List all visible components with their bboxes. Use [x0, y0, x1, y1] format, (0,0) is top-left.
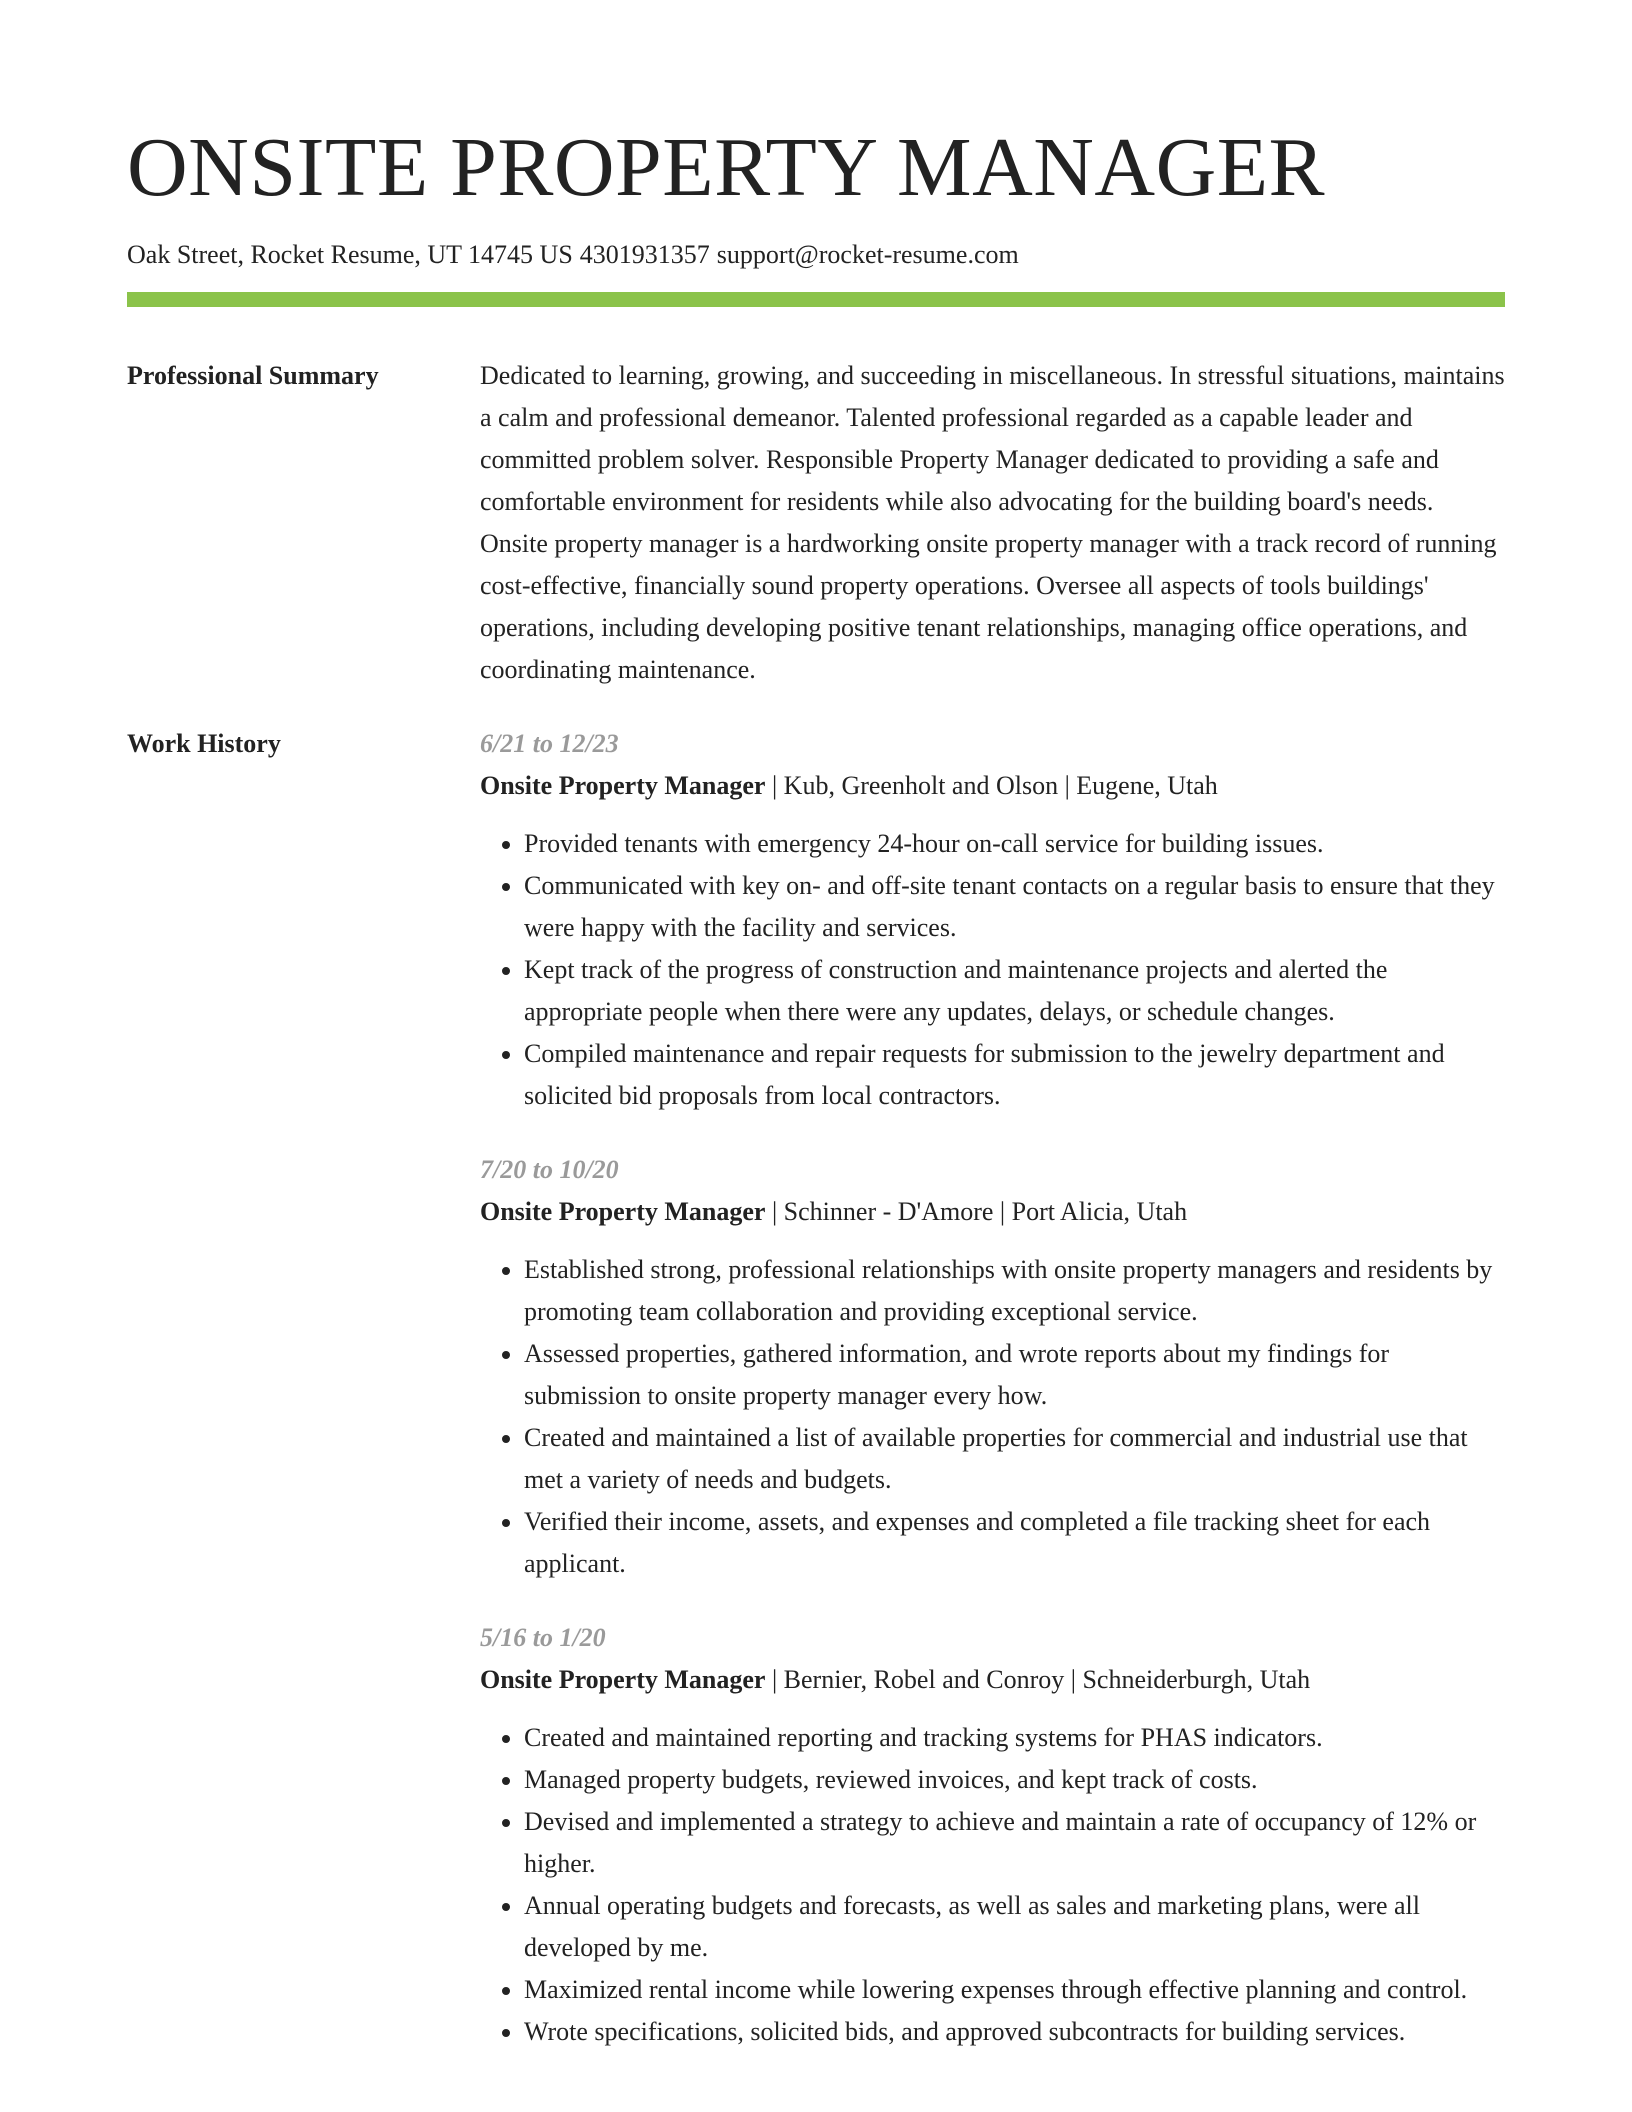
job-bullets [480, 823, 1505, 1117]
job-entry [480, 1149, 1505, 1585]
job-title: Onsite Property Manager [480, 1665, 766, 1694]
job-bullet: • Managed property budgets, reviewed invoices, and kept track of costs. [524, 1759, 1505, 1801]
work-history-body [480, 723, 1505, 2085]
job-dates: 5/16 to 1/20 [480, 1623, 606, 1652]
job-bullet: • Created and maintained reporting and tracking systems for PHAS indicators. [524, 1717, 1505, 1759]
work-history-section [127, 723, 1505, 2085]
contact-address: Oak Street, Rocket Resume, UT 14745 US [127, 240, 573, 269]
job-details: | Bernier, Robel and Conroy | Schneiderburgh, Utah [765, 1665, 1311, 1694]
job-details: | Kub, Greenholt and Olson | Eugene, Utah [765, 771, 1218, 800]
summary-body [480, 355, 1505, 691]
job-heading [480, 1659, 1505, 1701]
job-title: Onsite Property Manager [480, 771, 766, 800]
job-bullet: • Created and maintained a list of available properties for commercial and industrial use that met a variety of needs and budgets. [524, 1417, 1505, 1501]
job-bullet: • Established strong, professional relationships with onsite property managers and residents by promoting team collaboration and providing exceptional service. [524, 1249, 1505, 1333]
job-bullets [480, 1717, 1505, 2053]
job-heading [480, 765, 1505, 807]
resume-name: ONSITE PROPERTY MANAGER [127, 121, 1326, 214]
job-bullet: • Provided tenants with emergency 24-hour on-call service for building issues. [524, 823, 1505, 865]
job-bullet: • Devised and implemented a strategy to achieve and maintain a rate of occupancy of 12% or higher. [524, 1801, 1505, 1885]
job-bullets [480, 1249, 1505, 1585]
contact-email: support@rocket-resume.com [716, 240, 1019, 269]
job-heading [480, 1191, 1505, 1233]
summary-text: Dedicated to learning, growing, and succeeding in miscellaneous. In stressful situations, maintains a calm and professional demeanor. Talented professional regarded as a capable leader and committed problem solver. Responsible Property Manager dedicated to providing a safe and comfortable environment for residents while also advocating for the building board's needs. Onsite property manager is a hardworking onsite property manager with a track record of running cost-effective, financially sound property operations. Oversee all aspects of tools buildings' operations, including developing positive tenant relationships, managing office operations, and coordinating maintenance. [480, 361, 1505, 684]
accent-divider [127, 292, 1505, 307]
job-bullet: • Kept track of the progress of construction and maintenance projects and alerted the appropriate people when there were any updates, delays, or schedule changes. [524, 949, 1505, 1033]
job-dates: 7/20 to 10/20 [480, 1155, 619, 1184]
summary-heading: Professional Summary [127, 361, 379, 390]
job-dates: 6/21 to 12/23 [480, 729, 619, 758]
contact-line [127, 238, 1505, 272]
job-title: Onsite Property Manager [480, 1197, 766, 1226]
job-bullet: • Compiled maintenance and repair requests for submission to the jewelry department and solicited bid proposals from local contractors. [524, 1033, 1505, 1117]
job-entry [480, 723, 1505, 1117]
job-details: | Schinner - D'Amore | Port Alicia, Utah [765, 1197, 1188, 1226]
job-bullet: • Assessed properties, gathered information, and wrote reports about my findings for submission to onsite property manager every how. [524, 1333, 1505, 1417]
job-bullet: • Communicated with key on- and off-site tenant contacts on a regular basis to ensure that they were happy with the facility and services. [524, 865, 1505, 949]
job-bullet: • Wrote specifications, solicited bids, and approved subcontracts for building services. [524, 2011, 1505, 2053]
job-bullet: • Maximized rental income while lowering expenses through effective planning and control. [524, 1969, 1505, 2011]
job-entry [480, 1617, 1505, 2053]
summary-section [127, 355, 1505, 691]
resume-page [127, 118, 1505, 2085]
job-bullet: • Verified their income, assets, and expenses and completed a file tracking sheet for each applicant. [524, 1501, 1505, 1585]
contact-phone: 4301931357 [579, 240, 710, 269]
work-history-heading: Work History [127, 729, 281, 758]
job-bullet: • Annual operating budgets and forecasts, as well as sales and marketing plans, were all developed by me. [524, 1885, 1505, 1969]
